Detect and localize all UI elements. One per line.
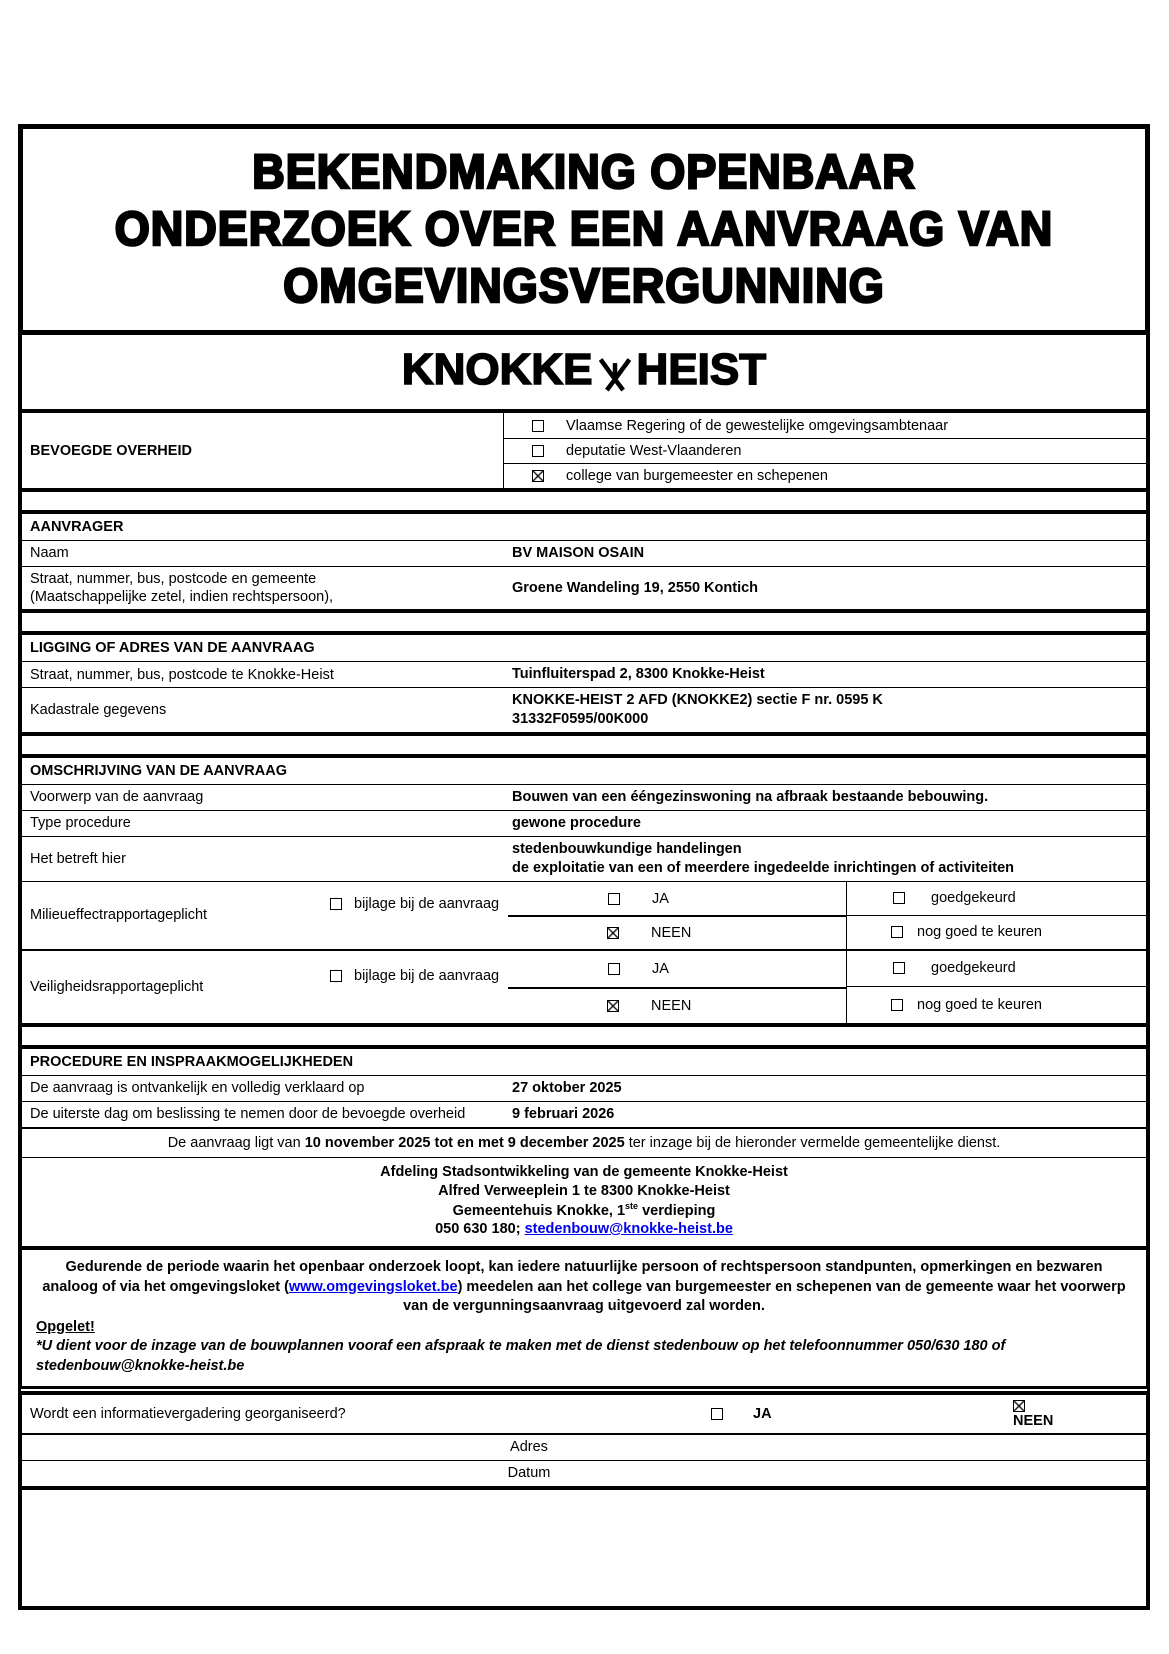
checkbox-mer-neen[interactable] <box>607 927 619 939</box>
dienst-phone: 050 630 180; <box>435 1220 525 1237</box>
omschrijving-header: OMSCHRIJVING VAN DE AANVRAAG <box>30 762 287 779</box>
milieueffect-goedgekeurd <box>847 882 1146 915</box>
kadaster-value-line2: 31332F0595/00K000 <box>512 711 649 728</box>
informatievergadering-neen <box>987 1395 1146 1433</box>
bezwaar-paragraaf: Gedurende de periode waarin het openbaar onderzoek loopt, kan iedere natuurlijke persoon of rechtspersoon standpunten, opmerkingen en bezwaren analoog of via het omgevingsloket (www.omgevingsloket.be) meedelen aan het college van burgemeester en schepenen van de gemeente waar het voorwerp van de vergunningsaanvraag uitgevoerd zal worden. <box>42 1259 1126 1314</box>
kadaster-value-line1: KNOKKE-HEIST 2 AFD (KNOKKE2) sectie F nr. 0595 K <box>512 692 883 709</box>
option-deputatie <box>504 438 1146 463</box>
title-box <box>18 124 1150 335</box>
milieueffect-nog-goed <box>847 915 1146 949</box>
betreft-row <box>22 836 1146 881</box>
checkbox-vr-goedgekeurd[interactable] <box>893 962 905 974</box>
empty-notes-box <box>18 1486 1150 1610</box>
ligging-straat-value: Tuinfluiterspad 2, 8300 Knokke-Heist <box>512 666 765 683</box>
page-title-line2: ONDERZOEK OVER EEN AANVRAAG VAN <box>114 200 1054 257</box>
bekendmaking-form <box>18 124 1150 1610</box>
inzage-periode <box>22 1127 1146 1158</box>
option-label: deputatie West-Vlaanderen <box>566 443 742 459</box>
checkbox-vr-bijlage[interactable] <box>330 970 342 982</box>
naam-row <box>22 540 1146 566</box>
betreft-label: Het betreft hier <box>30 850 126 867</box>
checkbox-mer-ja[interactable] <box>608 893 620 905</box>
checkbox-vlaamse-regering[interactable] <box>532 420 544 432</box>
dienst-adres: Alfred Verweeplein 1 te 8300 Knokke-Heist <box>438 1183 730 1200</box>
naam-label: Naam <box>30 545 69 562</box>
ontvankelijk-value: 27 oktober 2025 <box>512 1079 622 1096</box>
ontvankelijk-row <box>22 1075 1146 1101</box>
checkbox-vr-neen[interactable] <box>607 1000 619 1012</box>
section-aanvrager <box>18 510 1150 613</box>
checkbox-college[interactable] <box>532 470 544 482</box>
logo-text-right: HEIST <box>636 345 767 394</box>
nog-goed-label: nog goed te keuren <box>917 924 1042 941</box>
veiligheid-neen <box>320 989 846 1022</box>
checkbox-vr-ja[interactable] <box>608 963 620 975</box>
ligging-header: LIGGING OF ADRES VAN DE AANVRAAG <box>30 640 315 657</box>
checkbox-mer-bijlage[interactable] <box>330 898 342 910</box>
milieueffect-neen <box>320 917 846 948</box>
type-procedure-value: gewone procedure <box>512 815 641 832</box>
datum-row <box>22 1461 1146 1486</box>
opgelet-label: Opgelet! <box>36 1318 95 1335</box>
aanvrager-adres-row <box>22 566 1146 609</box>
bijlage-label: bijlage bij de aanvraag <box>354 968 500 985</box>
informatievergadering-row <box>22 1395 1146 1435</box>
uiterste-dag-label: De uiterste dag om beslissing te nemen door de bevoegde overheid <box>30 1106 466 1123</box>
adres-label-line2: (Maatschappelijke zetel, indien rechtspersoon), <box>30 589 334 606</box>
bijlage-label: bijlage bij de aanvraag <box>354 896 500 913</box>
voorwerp-value: Bouwen van een ééngezinswoning na afbraak bestaande bebouwing. <box>512 789 989 806</box>
ja-label: JA <box>652 960 669 977</box>
veiligheid-nog-goed <box>847 986 1146 1023</box>
inzage-dates: 10 november 2025 tot en met 9 december 2025 <box>304 1134 625 1151</box>
checkbox-vergadering-neen[interactable] <box>1013 1400 1025 1412</box>
betreft-value-line2: de exploitatie van een of meerdere ingedeelde inrichtingen of activiteiten <box>512 859 1014 876</box>
neen-label: NEEN <box>651 997 692 1014</box>
adres-label-line1: Straat, nummer, bus, postcode en gemeente <box>30 571 317 587</box>
ja-label: JA <box>753 1406 772 1423</box>
milieueffect-ja <box>508 882 846 918</box>
ligging-straat-row <box>22 661 1146 687</box>
type-procedure-row <box>22 810 1146 836</box>
afspraak-note: *U dient voor de inzage van de bouwplannen vooraf een afspraak te maken met de dienst stedenbouw op het telefoonnummer 050/630 180 of stedenbouw@knokke-heist.be <box>36 1337 1006 1374</box>
neen-label: NEEN <box>1013 1412 1054 1429</box>
procedure-header: PROCEDURE EN INSPRAAKMOGELIJKHEDEN <box>30 1053 354 1070</box>
voorwerp-row <box>22 784 1146 810</box>
goedgekeurd-label: goedgekeurd <box>931 960 1016 977</box>
inzage-prefix: De aanvraag ligt van <box>167 1134 305 1151</box>
option-college <box>504 463 1146 488</box>
dienst-naam: Afdeling Stadsontwikkeling van de gemeente Knokke-Heist <box>380 1164 788 1181</box>
kadaster-row <box>22 687 1146 732</box>
section-procedure <box>18 1045 1150 1251</box>
section-bezwaar <box>18 1246 1150 1390</box>
omgevingsloket-link[interactable]: www.omgevingsloket.be <box>288 1278 458 1295</box>
dienst-contact <box>30 1220 1138 1239</box>
checkbox-vr-nog-goed[interactable] <box>891 999 903 1011</box>
page-title-line3: OMGEVINGSVERGUNNING <box>283 257 885 314</box>
veiligheid-bijlage <box>320 951 508 990</box>
gemeentelijke-dienst-block <box>22 1157 1146 1246</box>
veiligheid-row <box>22 949 1146 1023</box>
veiligheid-label: Veiligheidsrapportageplicht <box>30 978 204 995</box>
stedenbouw-email-link[interactable]: stedenbouw@knokke-heist.be <box>524 1220 733 1237</box>
section-informatievergadering <box>18 1391 1150 1490</box>
checkbox-mer-goedgekeurd[interactable] <box>893 892 905 904</box>
datum-label: Datum <box>507 1465 551 1482</box>
voorwerp-label: Voorwerp van de aanvraag <box>30 789 204 806</box>
ontvankelijk-label: De aanvraag is ontvankelijk en volledig verklaard op <box>30 1080 365 1097</box>
page-title-line1: BEKENDMAKING OPENBAAR <box>252 143 916 200</box>
milieueffect-bijlage <box>320 882 508 918</box>
knokke-heist-splash-icon <box>597 354 633 392</box>
checkbox-vergadering-ja[interactable] <box>711 1408 723 1420</box>
logo-text-left: KNOKKE <box>401 345 593 394</box>
option-label: college van burgemeester en schepenen <box>566 468 828 484</box>
ja-label: JA <box>652 890 669 907</box>
informatievergadering-ja <box>711 1395 987 1433</box>
option-vlaamse-regering <box>504 413 1146 438</box>
dienst-verdieping: Gemeentehuis Knokke, 1ste verdieping <box>452 1200 716 1219</box>
section-ligging <box>18 631 1150 736</box>
section-bevoegde-overheid <box>18 409 1150 492</box>
adres-row <box>22 1435 1146 1461</box>
milieueffect-label: Milieueffectrapportageplicht <box>30 907 208 924</box>
nog-goed-label: nog goed te keuren <box>917 996 1042 1013</box>
veiligheid-ja <box>508 951 846 990</box>
veiligheid-goedgekeurd <box>847 951 1146 987</box>
uiterste-dag-value: 9 februari 2026 <box>512 1105 615 1122</box>
option-label: Vlaamse Regering of de gewestelijke omgevingsambtenaar <box>566 417 949 434</box>
aanvrager-adres-value: Groene Wandeling 19, 2550 Kontich <box>512 579 759 596</box>
kadaster-label: Kadastrale gegevens <box>30 702 167 719</box>
municipality-logo-box <box>18 331 1150 413</box>
knokke-heist-logo <box>402 345 766 395</box>
section-omschrijving <box>18 754 1150 1027</box>
type-procedure-label: Type procedure <box>30 815 131 832</box>
checkbox-mer-nog-goed[interactable] <box>891 926 903 938</box>
milieueffect-row <box>22 881 1146 949</box>
betreft-value-line1: stedenbouwkundige handelingen <box>512 840 742 857</box>
uiterste-dag-row <box>22 1101 1146 1127</box>
neen-label: NEEN <box>651 925 692 942</box>
goedgekeurd-label: goedgekeurd <box>931 890 1016 907</box>
ligging-straat-label: Straat, nummer, bus, postcode te Knokke-Heist <box>30 666 334 683</box>
adres-label: Adres <box>510 1439 548 1456</box>
naam-value: BV MAISON OSAIN <box>512 545 645 562</box>
aanvrager-header: AANVRAGER <box>30 519 124 535</box>
inzage-suffix: ter inzage bij de hieronder vermelde gemeentelijke dienst. <box>624 1134 1001 1151</box>
bevoegde-overheid-label: BEVOEGDE OVERHEID <box>22 413 504 488</box>
checkbox-deputatie[interactable] <box>532 445 544 457</box>
informatievergadering-label: Wordt een informatievergadering georganiseerd? <box>30 1406 346 1423</box>
